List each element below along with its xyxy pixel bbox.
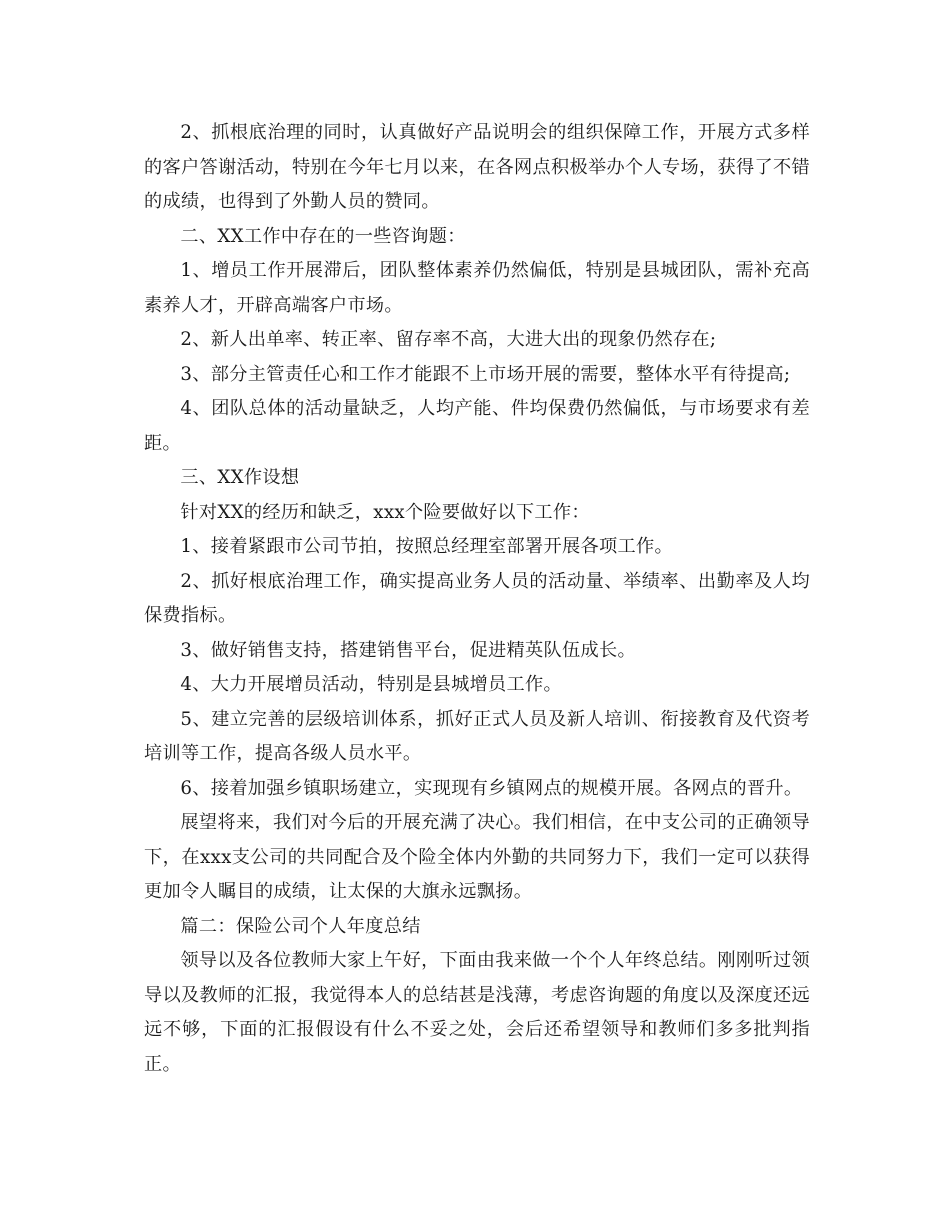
paragraph: 1、接着紧跟市公司节拍，按照总经理室部署开展各项工作。 bbox=[180, 536, 673, 557]
paragraph: 针对XX的经历和缺乏，xxx个险要做好以下工作： bbox=[180, 501, 590, 523]
section-heading: 三、XX作设想 bbox=[180, 467, 300, 488]
paragraph: 5、建立完善的层级培训体系，抓好正式人员及新人培训、衔接教育及代资考培训等工作，提高各级人员水平。 bbox=[144, 708, 810, 764]
paragraph: 4、团队总体的活动量缺乏，人均产能、件均保费仍然偏低，与市场要求有差距。 bbox=[144, 398, 810, 454]
paragraph: 1、增员工作开展滞后，团队整体素养仍然偏低，特别是县城团队，需补充高素养人才，开辟高端客户市场。 bbox=[144, 260, 810, 316]
paragraph: 3、做好销售支持，搭建销售平台，促进精英队伍成长。 bbox=[180, 639, 636, 661]
paragraph: 2、抓好根底治理工作，确实提高业务人员的活动量、举绩率、出勤率及人均保费指标。 bbox=[144, 570, 810, 626]
paragraph: 2、抓根底治理的同时，认真做好产品说明会的组织保障工作，开展方式多样的客户答谢活动，特别在今年七月以来，在各网点积极举办个人专场，获得了不错的成绩，也得到了外勤人员的赞同。 bbox=[144, 122, 810, 212]
section-heading: 二、XX工作中存在的一些咨询题： bbox=[180, 225, 466, 247]
paragraph: 3、部分主管责任心和工作才能跟不上市场开展的需要，整体水平有待提高; bbox=[180, 363, 791, 385]
section-heading: 篇二：保险公司个人年度总结 bbox=[180, 915, 421, 937]
paragraph: 展望将来，我们对今后的开展充满了决心。我们相信，在中支公司的正确领导下，在xxx支公司的共同配合及个险全体内外勤的共同努力下，我们一定可以获得更加令人瞩目的成绩，让太保的大旗永远飘扬。 bbox=[144, 812, 810, 902]
document-body bbox=[144, 116, 810, 1082]
paragraph: 领导以及各位教师大家上午好，下面由我来做一个个人年终总结。刚刚听过领导以及教师的汇报，我觉得本人的总结甚是浅薄，考虑咨询题的角度以及深度还远远不够，下面的汇报假设有什么不妥之处，会后还希望领导和教师们多多批判指正。 bbox=[144, 950, 810, 1075]
paragraph: 2、新人出单率、转正率、留存率不高，大进大出的现象仍然存在; bbox=[180, 329, 717, 350]
paragraph: 6、接着加强乡镇职场建立，实现现有乡镇网点的规模开展。各网点的晋升。 bbox=[180, 777, 803, 799]
paragraph: 4、大力开展增员活动，特别是县城增员工作。 bbox=[180, 674, 563, 695]
